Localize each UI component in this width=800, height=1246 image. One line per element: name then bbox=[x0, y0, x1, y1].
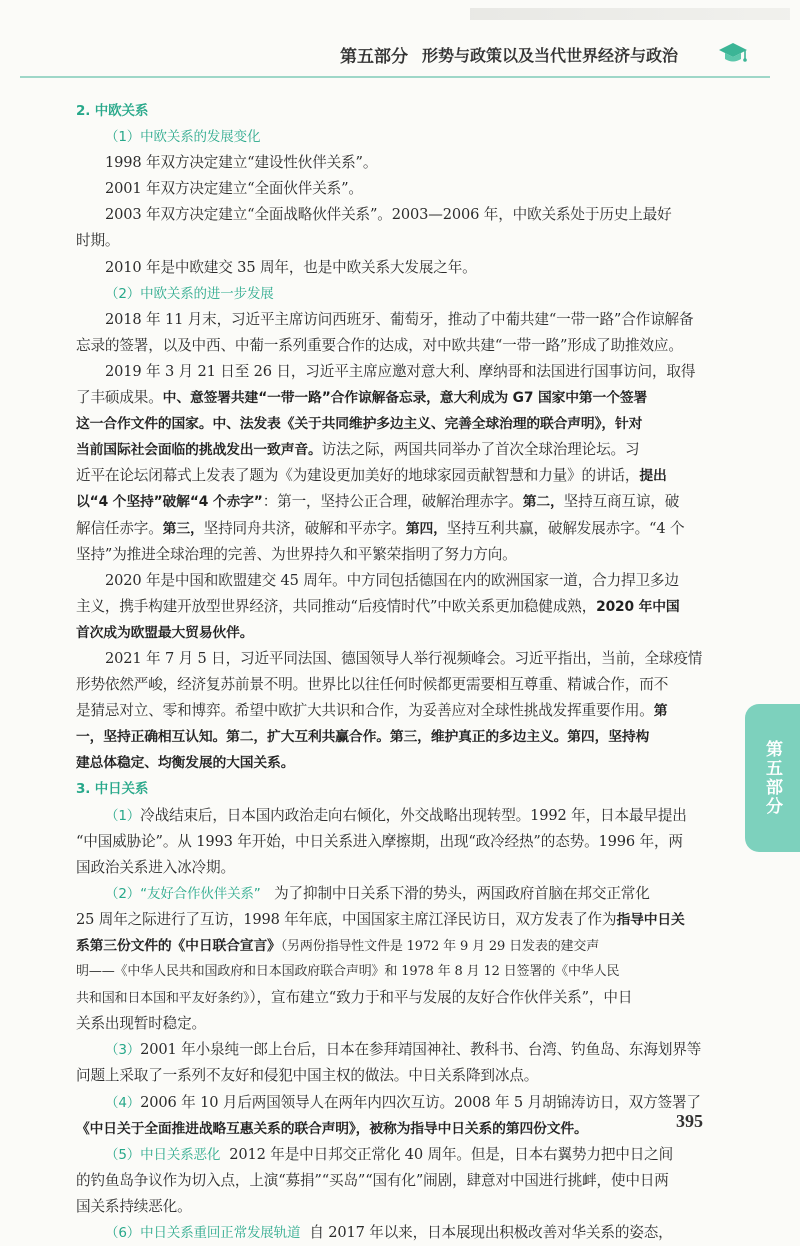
sub-heading: （2）“友好合作伙伴关系” bbox=[105, 885, 261, 902]
text-line: 关系出现暂时稳定。 bbox=[76, 1015, 206, 1033]
bold-text: 一，坚持正确相互认知。第二，扩大互利共赢合作。第三，维护真正的多边主义。第四，坚持构 bbox=[76, 729, 650, 746]
text-line: 明——《中华人民共和国政府和日本国政府联合声明》和 1978 年 8 月 12 日签署的《中华人民 bbox=[76, 964, 620, 980]
graduation-cap-icon bbox=[718, 38, 748, 68]
text-line: 2001 年双方决定建立“全面伙伴关系”。 bbox=[105, 180, 363, 198]
bold-text: 系第三份文件的《中日联合宣言》 bbox=[76, 938, 281, 954]
text-run: 2001 年小泉纯一郎上台后，日本在参拜靖国神社、教科书、台湾、钓鱼岛、东海划界等 bbox=[140, 1041, 702, 1059]
text-line bbox=[76, 907, 716, 933]
page-body bbox=[76, 98, 716, 1246]
text-run: 解信任赤字。 bbox=[76, 519, 163, 537]
text-run: 共和国和日本国和平友好条约》 bbox=[76, 991, 250, 1007]
text-line bbox=[76, 881, 716, 907]
bold-text: 第四， bbox=[405, 520, 447, 537]
text-run: 近平在论坛闭幕式上发表了题为《为建设更加美好的地球家园贡献智慧和力量》的讲话， bbox=[76, 467, 640, 485]
bold-text: 当前国际社会面临的挑战发出一致声音。 bbox=[76, 442, 322, 459]
bold-text: 第 bbox=[653, 703, 668, 720]
text-line bbox=[76, 489, 716, 515]
text-line: 国政治关系进入冰冷期。 bbox=[76, 858, 235, 876]
bold-text: 第三， bbox=[162, 520, 204, 537]
text-line: 2021 年 7 月 5 日，习近平同法国、德国领导人举行视频峰会。习近平指出，当前，全球疫情 bbox=[105, 649, 703, 667]
text-line bbox=[76, 1220, 716, 1246]
text-run: ：第一，坚持公正合理，破解治理赤字。 bbox=[262, 493, 523, 511]
text-line bbox=[76, 698, 716, 724]
text-run: ），宣布建立“致力于和平与发展的友好合作伙伴关系”，中日 bbox=[249, 989, 633, 1007]
text-run: 访法之际，两国共同举办了首次全球治理论坛。习 bbox=[321, 441, 640, 459]
sub-heading: （4） bbox=[105, 1094, 141, 1111]
text-run: 是猜忌对立、零和博弈。希望中欧扩大共识和合作，为妥善应对全球性挑战发挥重要作用。 bbox=[76, 702, 654, 720]
bold-text: 建总体稳定、均衡发展的大国关系。 bbox=[76, 755, 295, 772]
text-line bbox=[76, 750, 716, 776]
text-run: 坚持同舟共济，破解和平赤字。 bbox=[203, 519, 406, 537]
text-line: 的钓鱼岛争议作为切入点，上演“募捐”“买岛”“国有化”闹剧，肆意对中国进行挑衅，使中日两 bbox=[76, 1171, 669, 1189]
top-strip bbox=[470, 8, 790, 20]
text-line: 形势依然严峻，经济复苏前景不明。世界比以往任何时候都更需要相互尊重、精诚合作，而不 bbox=[76, 676, 669, 694]
text-line: 2003 年双方决定建立“全面战略伙伴关系”。2003—2006 年，中欧关系处于历史上最好 bbox=[105, 206, 672, 224]
text-line bbox=[76, 516, 716, 542]
sub-heading: （2）中欧关系的进一步发展 bbox=[105, 285, 274, 302]
text-run: 2012 年是中日邦交正常化 40 周年。但是，日本右翼势力把中日之间 bbox=[229, 1145, 674, 1163]
text-run: （另两份指导性文件是 1972 年 9 月 29 日发表的建交声 bbox=[280, 939, 600, 954]
side-tab-label: 第五部分 bbox=[762, 740, 782, 816]
text-line: 2018 年 11 月末，习近平主席访问西班牙、葡萄牙，推动了中葡共建“一带一路”合作谅解备 bbox=[105, 310, 694, 328]
text-line bbox=[76, 1142, 716, 1168]
text-line: “中国威胁论”。从 1993 年开始，中日关系进入摩擦期，出现“政冷经热”的态势。1996 年，两 bbox=[76, 832, 683, 850]
text-line: 1998 年双方决定建立“建设性伙伴关系”。 bbox=[105, 154, 378, 172]
text-run: 为了抑制中日关系下滑的势头，两国政府首脑在邦交正常化 bbox=[274, 884, 650, 902]
bold-text: 这一合作文件的国家。中、法发表《关于共同维护多边主义、完善全球治理的联合声明》，针对 bbox=[76, 416, 643, 433]
text-line: 2010 年是中欧建交 35 周年，也是中欧关系大发展之年。 bbox=[105, 258, 477, 276]
bold-text: 指导中日关 bbox=[616, 911, 685, 928]
text-line bbox=[76, 933, 716, 959]
header-part: 第五部分 bbox=[340, 46, 408, 67]
bold-text: 以“4 个坚持”破解“4 个赤字” bbox=[76, 494, 263, 511]
text-run: 主义，携手构建开放型世界经济，共同推动“后疫情时代”中欧关系更加稳健成熟， bbox=[76, 597, 597, 615]
text-line bbox=[76, 411, 716, 437]
text-line bbox=[76, 594, 716, 620]
text-run: 坚持互利共赢，破解发展赤字。“4 个 bbox=[446, 519, 685, 537]
text-line: 忘录的签署，以及中西、中葡一系列重要合作的达成，对中欧共建“一带一路”形成了助推效应。 bbox=[76, 336, 683, 354]
bold-text: 提出 bbox=[639, 468, 667, 485]
text-run: 自 2017 年以来，日本展现出积极改善对华关系的姿态， bbox=[309, 1224, 673, 1242]
text-line: 坚持”为推进全球治理的完善、为世界持久和平繁荣指明了努力方向。 bbox=[76, 545, 517, 563]
text-run: 2006 年 10 月后两国领导人在两年内四次互访。2008 年 5 月胡锦涛访日，双方签署了 bbox=[140, 1093, 701, 1111]
bold-text: 《中日关于全面推进战略互惠关系的联合声明》，被称为指导中日关系的第四份文件。 bbox=[76, 1120, 588, 1137]
sub-heading: （3） bbox=[105, 1042, 141, 1059]
text-run: 了丰硕成果。 bbox=[76, 389, 163, 407]
text-line bbox=[76, 803, 716, 829]
text-run: 25 周年之际进行了互访，1998 年年底，中国国家主席江泽民访日，双方发表了作为 bbox=[76, 910, 617, 928]
sub-heading: （1） bbox=[105, 807, 141, 824]
bold-text: 第二， bbox=[522, 494, 564, 511]
page-number: 395 bbox=[676, 1111, 703, 1131]
text-line: 问题上采取了一系列不友好和侵犯中国主权的做法。中日关系降到冰点。 bbox=[76, 1067, 539, 1085]
text-line bbox=[76, 985, 716, 1011]
header-title: 形势与政策以及当代世界经济与政治 bbox=[422, 45, 679, 65]
text-line bbox=[76, 620, 716, 646]
text-line bbox=[76, 463, 716, 489]
text-line bbox=[76, 1090, 716, 1116]
text-line: 时期。 bbox=[76, 232, 120, 250]
text-line bbox=[76, 1037, 716, 1063]
section-side-tab bbox=[745, 704, 800, 852]
text-run: 坚持互商互谅，破 bbox=[563, 493, 680, 511]
page-header bbox=[340, 36, 780, 72]
bold-text: 首次成为欧盟最大贸易伙伴。 bbox=[76, 624, 254, 641]
text-line: 国关系持续恶化。 bbox=[76, 1197, 192, 1215]
sub-heading: （6）中日关系重回正常发展轨道 bbox=[105, 1225, 301, 1242]
text-line bbox=[76, 437, 716, 463]
section-heading: 3. 中日关系 bbox=[76, 781, 149, 798]
text-line bbox=[76, 1116, 716, 1142]
text-line bbox=[76, 724, 716, 750]
sub-heading: （5）中日关系恶化 bbox=[105, 1146, 221, 1163]
header-divider bbox=[20, 76, 770, 78]
sub-heading: （1）中欧关系的发展变化 bbox=[105, 129, 261, 146]
bold-text: 2020 年中国 bbox=[596, 598, 680, 615]
text-run: 冷战结束后，日本国内政治走向右倾化，外交战略出现转型。1992 年，日本最早提出 bbox=[140, 806, 687, 824]
bold-text: 中、意签署共建“一带一路”合作谅解备忘录，意大利成为 G7 国家中第一个签署 bbox=[162, 390, 648, 407]
section-heading: 2. 中欧关系 bbox=[76, 103, 149, 119]
text-line: 2020 年是中国和欧盟建交 45 周年。中方同包括德国在内的欧洲国家一道，合力捍卫多边 bbox=[105, 571, 679, 589]
text-line bbox=[76, 385, 716, 411]
text-line: 2019 年 3 月 21 日至 26 日，习近平主席应邀对意大利、摩纳哥和法国进行国事访问，取得 bbox=[105, 362, 696, 380]
